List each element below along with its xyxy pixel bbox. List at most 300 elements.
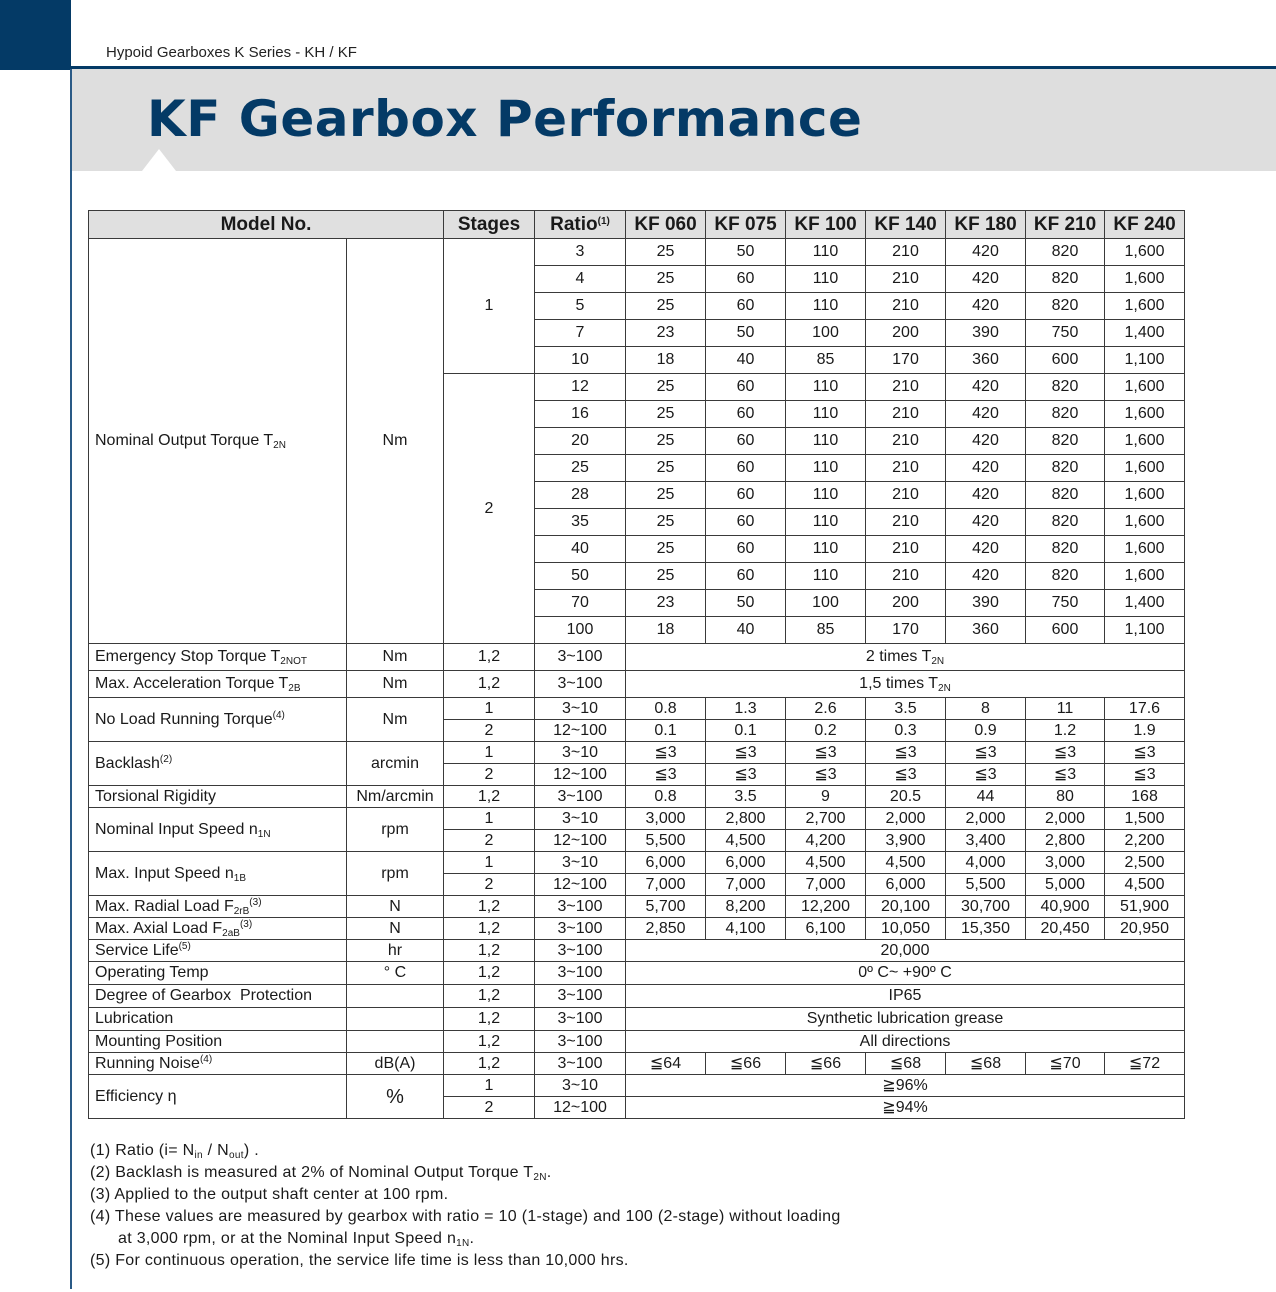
- param-label: Service Life$^{(5)}$: [89, 940, 347, 962]
- value-cell: ≦3: [626, 764, 706, 786]
- value-cell: 20,950: [1105, 918, 1185, 940]
- value-cell: 2,800: [706, 808, 786, 830]
- value-cell: ≦3: [1026, 742, 1105, 764]
- value-cell: 7,000: [626, 874, 706, 896]
- value-cell: 1,600: [1105, 239, 1185, 266]
- value-cell: 420: [946, 428, 1026, 455]
- ratio-cell: 3~100: [535, 1031, 626, 1053]
- value-cell: 85: [786, 617, 866, 644]
- header-model-col: KF 240: [1105, 211, 1185, 239]
- value-cell: 210: [866, 239, 946, 266]
- value-cell: 3.5: [706, 786, 786, 808]
- ratio-cell: 10: [535, 347, 626, 374]
- table-row-operating-temp: [89, 962, 1185, 985]
- value-cell: 25: [626, 401, 706, 428]
- value-cell: 10,050: [866, 918, 946, 940]
- unit-cell: rpm: [347, 808, 444, 852]
- value-cell: 600: [1026, 617, 1105, 644]
- value-cell: 60: [706, 293, 786, 320]
- value-cell: ≦3: [786, 764, 866, 786]
- value-cell: 44: [946, 786, 1026, 808]
- value-cell: 7,000: [786, 874, 866, 896]
- value-cell: 820: [1026, 428, 1105, 455]
- page-title: KF Gearbox Performance: [147, 90, 863, 148]
- value-cell: ≦3: [706, 764, 786, 786]
- value-cell: 0.8: [626, 698, 706, 720]
- stages-cell: 1,2: [444, 786, 535, 808]
- value-cell: 820: [1026, 455, 1105, 482]
- value-cell: 1,600: [1105, 293, 1185, 320]
- value-cell: 210: [866, 482, 946, 509]
- value-cell: 25: [626, 374, 706, 401]
- value-cell: 110: [786, 266, 866, 293]
- param-label: Emergency Stop Torque $T_{2NOT}$: [89, 644, 347, 671]
- stages-cell: 1,2: [444, 644, 535, 671]
- value-cell: 2 times $T_{2N}$: [626, 644, 1185, 671]
- value-cell: ≦3: [1105, 764, 1185, 786]
- value-cell: ≦66: [786, 1053, 866, 1075]
- unit-cell: N: [347, 896, 444, 918]
- value-cell: 210: [866, 455, 946, 482]
- value-cell: 25: [626, 509, 706, 536]
- stages-cell: 1: [444, 698, 535, 720]
- param-label: Nominal Output Torque $T_{2N}$: [89, 239, 347, 644]
- stages-cell: 1,2: [444, 918, 535, 940]
- value-cell: 5,700: [626, 896, 706, 918]
- stages-cell: 1,2: [444, 1053, 535, 1075]
- value-cell: 2,000: [866, 808, 946, 830]
- value-cell: 5,500: [626, 830, 706, 852]
- value-cell: 420: [946, 482, 1026, 509]
- value-cell: 2.6: [786, 698, 866, 720]
- value-cell: 390: [946, 590, 1026, 617]
- unit-cell: Nm: [347, 671, 444, 698]
- value-cell: 18: [626, 617, 706, 644]
- value-cell: 3,000: [1026, 852, 1105, 874]
- value-cell: 5,500: [946, 874, 1026, 896]
- value-cell: 60: [706, 536, 786, 563]
- param-label: Mounting Position: [89, 1031, 347, 1053]
- title-notch: [142, 149, 176, 171]
- value-cell: ≦3: [626, 742, 706, 764]
- value-cell: 25: [626, 536, 706, 563]
- table-row-mounting-position: [89, 1031, 1185, 1053]
- stages-cell: 2: [444, 374, 535, 644]
- param-label: Running Noise$^{(4)}$: [89, 1053, 347, 1075]
- value-cell: 6,000: [866, 874, 946, 896]
- value-cell: 0.1: [626, 720, 706, 742]
- unit-cell: N: [347, 918, 444, 940]
- value-cell: 1,600: [1105, 482, 1185, 509]
- ratio-cell: 3~10: [535, 808, 626, 830]
- table-row-nominal-torque: [89, 239, 1185, 266]
- value-cell: 6,000: [706, 852, 786, 874]
- value-cell: 1,600: [1105, 374, 1185, 401]
- value-cell: ≦68: [946, 1053, 1026, 1075]
- ratio-cell: 35: [535, 509, 626, 536]
- value-cell: 110: [786, 455, 866, 482]
- stages-cell: 1,2: [444, 671, 535, 698]
- value-cell: 0.2: [786, 720, 866, 742]
- value-cell: 420: [946, 293, 1026, 320]
- value-cell: 110: [786, 239, 866, 266]
- footnote-3: (3) Applied to the output shaft center at 100 rpm.: [90, 1186, 449, 1203]
- value-cell: 12,200: [786, 896, 866, 918]
- value-cell: 210: [866, 428, 946, 455]
- table-row-protection: [89, 985, 1185, 1008]
- value-cell: 23: [626, 320, 706, 347]
- value-cell: 170: [866, 617, 946, 644]
- ratio-cell: 3~100: [535, 671, 626, 698]
- value-cell: 210: [866, 536, 946, 563]
- value-cell: 210: [866, 401, 946, 428]
- ratio-cell: 3~100: [535, 1053, 626, 1075]
- value-cell: 210: [866, 563, 946, 590]
- ratio-cell: 12~100: [535, 874, 626, 896]
- value-cell: 1.3: [706, 698, 786, 720]
- ratio-cell: 3: [535, 239, 626, 266]
- value-cell: 110: [786, 428, 866, 455]
- value-cell: 0º C~ +90º C: [626, 962, 1185, 985]
- value-cell: 360: [946, 617, 1026, 644]
- unit-cell: Nm/arcmin: [347, 786, 444, 808]
- value-cell: 18: [626, 347, 706, 374]
- header-model-col: KF 140: [866, 211, 946, 239]
- value-cell: ≦3: [866, 764, 946, 786]
- unit-cell: ° C: [347, 962, 444, 985]
- value-cell: 25: [626, 482, 706, 509]
- table-row-no-load-torque: [89, 698, 1185, 720]
- value-cell: 20,100: [866, 896, 946, 918]
- value-cell: ≦70: [1026, 1053, 1105, 1075]
- value-cell: 1,400: [1105, 320, 1185, 347]
- stages-cell: 1,2: [444, 1031, 535, 1053]
- unit-cell: Nm: [347, 698, 444, 742]
- value-cell: 25: [626, 428, 706, 455]
- value-cell: 170: [866, 347, 946, 374]
- table-row-efficiency: [89, 1075, 1185, 1097]
- value-cell: 1,600: [1105, 401, 1185, 428]
- value-cell: 1,600: [1105, 266, 1185, 293]
- value-cell: 4,500: [1105, 874, 1185, 896]
- stages-cell: 2: [444, 720, 535, 742]
- value-cell: 600: [1026, 347, 1105, 374]
- value-cell: 200: [866, 320, 946, 347]
- value-cell: 1.2: [1026, 720, 1105, 742]
- value-cell: ≦72: [1105, 1053, 1185, 1075]
- value-cell: 40: [706, 617, 786, 644]
- value-cell: 210: [866, 509, 946, 536]
- value-cell: 390: [946, 320, 1026, 347]
- value-cell: 85: [786, 347, 866, 374]
- footnote-2: (2) Backlash is measured at 2% of Nominal Output Torque $T_{2N}$.: [90, 1164, 552, 1183]
- value-cell: 3,400: [946, 830, 1026, 852]
- stages-cell: 1,2: [444, 962, 535, 985]
- unit-cell: rpm: [347, 852, 444, 896]
- value-cell: 750: [1026, 590, 1105, 617]
- param-label: Operating Temp: [89, 962, 347, 985]
- footnote-1: (1) Ratio $(i= N_{in} / N_{out})$ .: [90, 1142, 259, 1161]
- value-cell: 7,000: [706, 874, 786, 896]
- table-row-max-radial-load: [89, 896, 1185, 918]
- value-cell: 1,600: [1105, 428, 1185, 455]
- ratio-cell: 16: [535, 401, 626, 428]
- value-cell: 9: [786, 786, 866, 808]
- value-cell: 2,850: [626, 918, 706, 940]
- value-cell: 30,700: [946, 896, 1026, 918]
- value-cell: 51,900: [1105, 896, 1185, 918]
- table-row-torsional-rigidity: [89, 786, 1185, 808]
- footnote-5: (5) For continuous operation, the service life time is less than 10,000 hrs.: [90, 1252, 629, 1269]
- value-cell: 17.6: [1105, 698, 1185, 720]
- value-cell: Synthetic lubrication grease: [626, 1008, 1185, 1031]
- value-cell: 820: [1026, 482, 1105, 509]
- value-cell: 20,450: [1026, 918, 1105, 940]
- footnote-4-continued: at 3,000 rpm, or at the Nominal Input Speed $n_{1N}$.: [118, 1230, 475, 1249]
- value-cell: 1,600: [1105, 509, 1185, 536]
- value-cell: 100: [786, 320, 866, 347]
- value-cell: 1,600: [1105, 455, 1185, 482]
- value-cell: 420: [946, 536, 1026, 563]
- value-cell: 25: [626, 239, 706, 266]
- ratio-cell: 3~100: [535, 896, 626, 918]
- value-cell: 210: [866, 293, 946, 320]
- value-cell: 40,900: [1026, 896, 1105, 918]
- value-cell: 6,000: [626, 852, 706, 874]
- value-cell: 20.5: [866, 786, 946, 808]
- ratio-cell: 12~100: [535, 720, 626, 742]
- ratio-cell: 5: [535, 293, 626, 320]
- value-cell: 820: [1026, 563, 1105, 590]
- performance-table: [88, 210, 1185, 1119]
- param-label: Lubrication: [89, 1008, 347, 1031]
- value-cell: 420: [946, 374, 1026, 401]
- param-label: Max. Axial Load $F_{2aB}^{(3)}$: [89, 918, 347, 940]
- unit-cell: hr: [347, 940, 444, 962]
- value-cell: 60: [706, 401, 786, 428]
- value-cell: 110: [786, 482, 866, 509]
- value-cell: 60: [706, 455, 786, 482]
- value-cell: 820: [1026, 509, 1105, 536]
- stages-cell: 2: [444, 830, 535, 852]
- spec-rows: [89, 644, 1185, 1119]
- unit-cell: [347, 1031, 444, 1053]
- value-cell: 1,100: [1105, 617, 1185, 644]
- value-cell: 420: [946, 266, 1026, 293]
- value-cell: 0.9: [946, 720, 1026, 742]
- value-cell: 210: [866, 374, 946, 401]
- value-cell: ≦3: [1105, 742, 1185, 764]
- table-row-max-acceleration: [89, 671, 1185, 698]
- stages-cell: 1: [444, 239, 535, 374]
- header-model-col: KF 210: [1026, 211, 1105, 239]
- stages-cell: 1: [444, 808, 535, 830]
- footnote-4: (4) These values are measured by gearbox with ratio = 10 (1-stage) and 100 (2-stage) without loading: [90, 1208, 841, 1225]
- stages-cell: 2: [444, 874, 535, 896]
- ratio-cell: 3~10: [535, 742, 626, 764]
- unit-cell: [347, 985, 444, 1008]
- ratio-cell: 3~10: [535, 1075, 626, 1097]
- unit-cell: [347, 1008, 444, 1031]
- unit-cell: dB(A): [347, 1053, 444, 1075]
- value-cell: 820: [1026, 293, 1105, 320]
- stages-cell: 1,2: [444, 985, 535, 1008]
- value-cell: 15,350: [946, 918, 1026, 940]
- value-cell: 20,000: [626, 940, 1185, 962]
- value-cell: 8: [946, 698, 1026, 720]
- param-label: Torsional Rigidity: [89, 786, 347, 808]
- value-cell: 420: [946, 455, 1026, 482]
- value-cell: 50: [706, 320, 786, 347]
- value-cell: 25: [626, 563, 706, 590]
- table-row-lubrication: [89, 1008, 1185, 1031]
- table-row-max-input-speed: [89, 852, 1185, 874]
- value-cell: 820: [1026, 374, 1105, 401]
- value-cell: 25: [626, 293, 706, 320]
- value-cell: 3,900: [866, 830, 946, 852]
- value-cell: 200: [866, 590, 946, 617]
- value-cell: 3,000: [626, 808, 706, 830]
- value-cell: 60: [706, 509, 786, 536]
- ratio-cell: 25: [535, 455, 626, 482]
- stages-cell: 1,2: [444, 940, 535, 962]
- value-cell: 60: [706, 266, 786, 293]
- ratio-cell: 7: [535, 320, 626, 347]
- footnotes: [90, 1140, 841, 1272]
- ratio-cell: 100: [535, 617, 626, 644]
- value-cell: 60: [706, 374, 786, 401]
- ratio-cell: 3~100: [535, 962, 626, 985]
- stages-cell: 1: [444, 1075, 535, 1097]
- ratio-cell: 40: [535, 536, 626, 563]
- unit-cell: Nm: [347, 239, 444, 644]
- value-cell: 0.3: [866, 720, 946, 742]
- value-cell: 5,000: [1026, 874, 1105, 896]
- value-cell: 420: [946, 239, 1026, 266]
- value-cell: 80: [1026, 786, 1105, 808]
- header-model-col: KF 075: [706, 211, 786, 239]
- value-cell: ≦68: [866, 1053, 946, 1075]
- value-cell: 4,200: [786, 830, 866, 852]
- value-cell: 0.1: [706, 720, 786, 742]
- header-model-col: KF 180: [946, 211, 1026, 239]
- value-cell: ≧94%: [626, 1097, 1185, 1119]
- corner-accent-block: [0, 0, 71, 70]
- param-label: Max. Acceleration Torque $T_{2B}$: [89, 671, 347, 698]
- value-cell: 110: [786, 293, 866, 320]
- header-model-col: KF 100: [786, 211, 866, 239]
- value-cell: 1,400: [1105, 590, 1185, 617]
- param-label: Max. Radial Load $F_{2rB}^{(3)}$: [89, 896, 347, 918]
- ratio-cell: 12~100: [535, 764, 626, 786]
- ratio-cell: 3~100: [535, 985, 626, 1008]
- ratio-cell: 12~100: [535, 830, 626, 852]
- ratio-cell: 3~100: [535, 786, 626, 808]
- header-model: Model No.: [89, 211, 444, 239]
- value-cell: 4,500: [706, 830, 786, 852]
- running-head: Hypoid Gearboxes K Series - KH / KF: [106, 44, 357, 61]
- param-label: Nominal Input Speed $n_{1N}$: [89, 808, 347, 852]
- value-cell: 2,700: [786, 808, 866, 830]
- value-cell: 11: [1026, 698, 1105, 720]
- value-cell: 25: [626, 266, 706, 293]
- value-cell: 168: [1105, 786, 1185, 808]
- value-cell: 210: [866, 266, 946, 293]
- value-cell: 2,500: [1105, 852, 1185, 874]
- value-cell: ≦3: [1026, 764, 1105, 786]
- table-row-running-noise: [89, 1053, 1185, 1075]
- value-cell: 23: [626, 590, 706, 617]
- value-cell: 110: [786, 374, 866, 401]
- value-cell: 1,100: [1105, 347, 1185, 374]
- value-cell: 6,100: [786, 918, 866, 940]
- value-cell: ≦3: [946, 742, 1026, 764]
- value-cell: 60: [706, 482, 786, 509]
- value-cell: 360: [946, 347, 1026, 374]
- value-cell: 420: [946, 563, 1026, 590]
- table-row-max-axial-load: [89, 918, 1185, 940]
- ratio-cell: 50: [535, 563, 626, 590]
- ratio-cell: 4: [535, 266, 626, 293]
- ratio-cell: 28: [535, 482, 626, 509]
- ratio-cell: 3~100: [535, 918, 626, 940]
- ratio-cell: 3~10: [535, 698, 626, 720]
- ratio-cell: 20: [535, 428, 626, 455]
- left-margin-rule: [70, 67, 72, 1289]
- value-cell: ≦3: [706, 742, 786, 764]
- value-cell: 4,500: [786, 852, 866, 874]
- value-cell: 820: [1026, 536, 1105, 563]
- value-cell: 420: [946, 401, 1026, 428]
- param-label: No Load Running Torque$^{(4)}$: [89, 698, 347, 742]
- value-cell: 1,600: [1105, 563, 1185, 590]
- ratio-cell: 3~100: [535, 644, 626, 671]
- unit-cell: Nm: [347, 644, 444, 671]
- ratio-cell: 3~100: [535, 1008, 626, 1031]
- value-cell: 1.9: [1105, 720, 1185, 742]
- stages-cell: 1,2: [444, 1008, 535, 1031]
- value-cell: 2,000: [1026, 808, 1105, 830]
- table-row-nominal-input-speed: [89, 808, 1185, 830]
- header-stages: Stages: [444, 211, 535, 239]
- stages-cell: 1: [444, 742, 535, 764]
- value-cell: 750: [1026, 320, 1105, 347]
- value-cell: ≦3: [866, 742, 946, 764]
- param-label: Efficiency η: [89, 1075, 347, 1119]
- value-cell: 60: [706, 428, 786, 455]
- unit-cell: %: [347, 1075, 444, 1119]
- value-cell: 820: [1026, 239, 1105, 266]
- value-cell: 60: [706, 563, 786, 590]
- stages-cell: 2: [444, 764, 535, 786]
- ratio-cell: 3~10: [535, 852, 626, 874]
- value-cell: 25: [626, 455, 706, 482]
- value-cell: 110: [786, 509, 866, 536]
- nominal-torque-section: [89, 239, 1185, 644]
- value-cell: ≦66: [706, 1053, 786, 1075]
- value-cell: 8,200: [706, 896, 786, 918]
- value-cell: 2,800: [1026, 830, 1105, 852]
- header-model-col: KF 060: [626, 211, 706, 239]
- value-cell: 4,100: [706, 918, 786, 940]
- ratio-cell: 70: [535, 590, 626, 617]
- value-cell: IP65: [626, 985, 1185, 1008]
- value-cell: 110: [786, 401, 866, 428]
- value-cell: 1,5 times $T_{2N}$: [626, 671, 1185, 698]
- stages-cell: 1: [444, 852, 535, 874]
- value-cell: All directions: [626, 1031, 1185, 1053]
- value-cell: 110: [786, 563, 866, 590]
